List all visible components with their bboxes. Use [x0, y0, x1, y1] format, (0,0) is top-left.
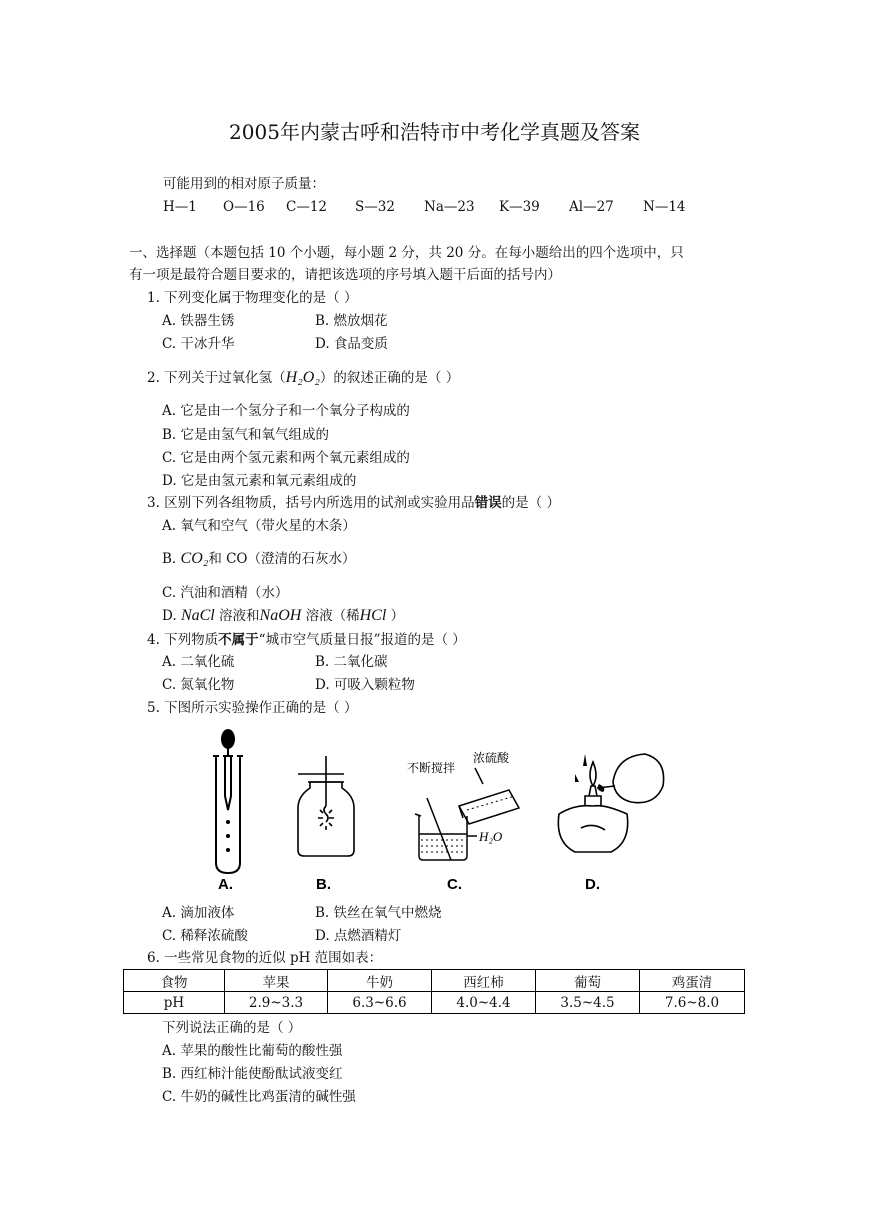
q3-option-d-formula-2: NaOH: [259, 607, 302, 624]
q5-stem: 5. 下图所示实验操作正确的是（ ）: [147, 700, 358, 716]
atomic-mass-label: 可能用到的相对原子质量：: [163, 176, 325, 192]
q6-option-a: A. 苹果的酸性比葡萄的酸性强: [162, 1043, 343, 1059]
q4-stem: [147, 631, 466, 649]
figure-c-acid-label: 浓硫酸: [473, 751, 510, 765]
figure-c-label: C.: [447, 876, 462, 893]
ph-table: [123, 969, 745, 1014]
figure-c-water-label: H₂O: [479, 829, 503, 844]
q3-option-c: C. 汽油和酒精（水）: [162, 585, 289, 601]
section-heading: 一、选择题（本题包括 10 个小题，每小题 2 分，共 20 分。在每小题给出的四个选项中，只: [129, 245, 684, 261]
figure-b-label: B.: [316, 876, 331, 893]
atomic-mass-item: H—1: [163, 199, 197, 215]
q3-option-b-formula: CO₂: [180, 550, 209, 567]
q2-stem: [147, 369, 459, 387]
q3-option-d-letter: D.: [162, 608, 177, 624]
atomic-mass-item: O—16: [223, 199, 265, 215]
table-header-cell: 葡萄: [536, 970, 640, 992]
q3-stem: [147, 494, 560, 512]
figure-d-label: D.: [585, 876, 600, 893]
table-header-cell: 食物: [124, 970, 225, 992]
q6-option-c: C. 牛奶的碱性比鸡蛋清的碱性强: [162, 1089, 356, 1105]
q2-option-b: B. 它是由氢气和氧气组成的: [162, 427, 330, 443]
q3-option-d-text-3: ）: [390, 608, 405, 624]
atomic-mass-item: Na—23: [424, 199, 475, 215]
q4-option-c: C. 氮氧化物: [162, 677, 235, 693]
atomic-mass-item: S—32: [355, 199, 395, 215]
atomic-mass-item: K—39: [499, 199, 540, 215]
q3-stem-pre: 3. 区别下列各组物质，括号内所选用的试剂或实验用品: [147, 495, 475, 511]
figure-a-label: A.: [218, 876, 233, 893]
q4-stem-emphasis: 不属于: [218, 632, 259, 648]
figure-c-dilution: [405, 726, 535, 896]
q6-option-b: B. 西红柿汁能使酚酞试液变红: [162, 1066, 343, 1082]
q1-option-a: A. 铁器生锈: [162, 313, 235, 329]
q2-stem-post: ）的叙述正确的是（ ）: [319, 370, 460, 386]
table-header-cell: 西红柿: [432, 970, 536, 992]
atomic-mass-list: [163, 198, 686, 216]
figure-b-gas-bottle: [290, 726, 370, 896]
q3-option-d-text-1: 溶液和: [219, 608, 260, 624]
table-header-cell: 苹果: [225, 970, 328, 992]
table-cell: 3.5~4.5: [536, 992, 640, 1014]
q5-option-d: D. 点燃酒精灯: [315, 928, 402, 944]
q4-option-d: D. 可吸入颗粒物: [315, 677, 415, 693]
table-cell: 2.9~3.3: [225, 992, 328, 1014]
table-cell: 6.3~6.6: [328, 992, 432, 1014]
q3-option-b-letter: B.: [162, 551, 177, 567]
table-header-row: [124, 970, 745, 992]
atomic-mass-item: Al—27: [569, 199, 614, 215]
q5-option-a: A. 滴加液体: [162, 905, 235, 921]
q6-question: 下列说法正确的是（ ）: [162, 1020, 302, 1036]
q1-option-c: C. 干冰升华: [162, 336, 235, 352]
q2-stem-pre: 2. 下列关于过氧化氢（: [147, 370, 286, 386]
page-title: 2005年内蒙古呼和浩特市中考化学真题及答案: [229, 120, 640, 144]
atomic-mass-item: C—12: [286, 199, 328, 215]
table-cell: 7.6~8.0: [640, 992, 745, 1014]
q2-option-a: A. 它是由一个氢分子和一个氧分子构成的: [162, 403, 410, 419]
q2-formula: H₂O₂: [285, 369, 320, 386]
figure-c-stir-label: 不断搅拌: [407, 761, 456, 775]
q3-option-d: [162, 607, 404, 625]
q1-stem: 1. 下列变化属于物理变化的是（ ）: [147, 290, 358, 306]
q3-option-d-text-2: 溶液（稀: [305, 608, 360, 624]
table-row: [124, 992, 745, 1014]
q3-option-b-text: 和 CO（澄清的石灰水）: [208, 551, 356, 567]
table-header-cell: 鸡蛋清: [640, 970, 745, 992]
q2-option-c: C. 它是由两个氢元素和两个氧元素组成的: [162, 450, 410, 466]
figure-a-dropper: [200, 726, 260, 896]
q4-stem-pre: 4. 下列物质: [147, 632, 219, 648]
q3-option-a: A. 氧气和空气（带火星的木条）: [162, 518, 356, 534]
q3-option-b: [162, 550, 356, 568]
section-heading-cont: 有一项是最符合题目要求的，请把该选项的序号填入题干后面的括号内）: [129, 267, 561, 283]
q3-stem-emphasis: 错误: [474, 495, 502, 511]
q5-option-b: B. 铁丝在氧气中燃烧: [315, 905, 442, 921]
table-header-cell: 牛奶: [328, 970, 432, 992]
table-cell: pH: [124, 992, 225, 1014]
q3-stem-post: 的是（ ）: [501, 495, 560, 511]
q1-option-d: D. 食品变质: [315, 336, 388, 352]
q4-option-a: A. 二氧化硫: [162, 654, 235, 670]
q3-option-d-formula-3: HCl: [359, 607, 387, 624]
atomic-mass-item: N—14: [643, 199, 686, 215]
q4-stem-post: “城市空气质量日报”报道的是（ ）: [258, 632, 466, 648]
q1-option-b: B. 燃放烟花: [315, 313, 388, 329]
q5-option-c: C. 稀释浓硫酸: [162, 928, 248, 944]
q2-option-d: D. 它是由氢元素和氧元素组成的: [162, 473, 357, 489]
q3-option-d-formula-1: NaCl: [180, 607, 215, 624]
figure-d-alcohol-lamp: [545, 726, 670, 896]
q6-stem: 6. 一些常见食物的近似 pH 范围如表：: [147, 950, 383, 966]
q4-option-b: B. 二氧化碳: [315, 654, 388, 670]
table-cell: 4.0~4.4: [432, 992, 536, 1014]
